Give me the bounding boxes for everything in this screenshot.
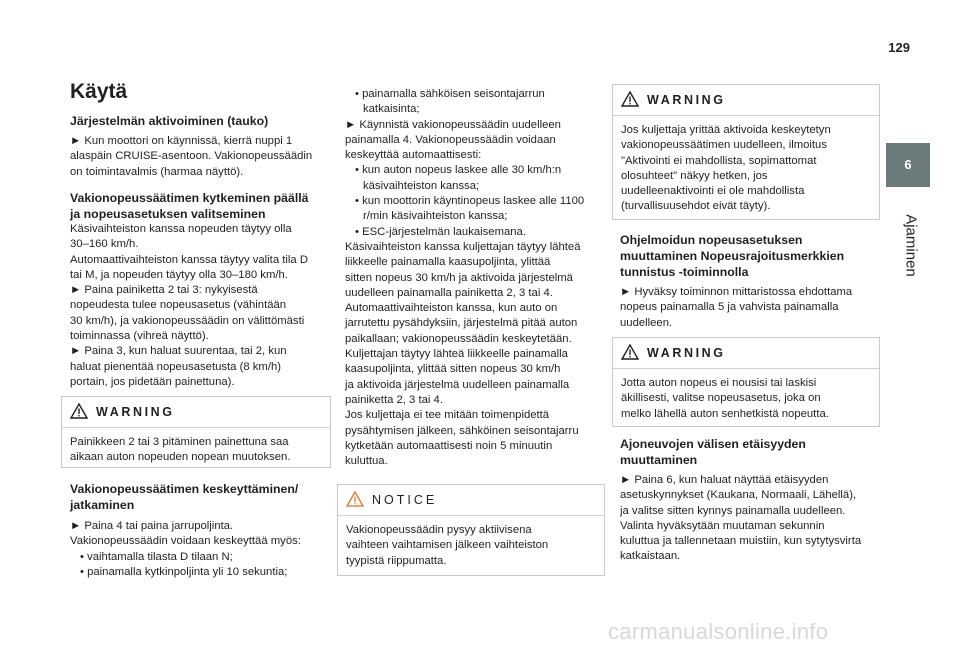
text-line: • kun auton nopeus laskee alle 30 km/h:n <box>355 164 562 177</box>
text-line: kuluttua ja tallennetaan muistiin, kun sytytysvirta <box>620 535 862 548</box>
heading-engage <box>70 190 309 222</box>
text-line: ► Paina 3, kun haluat suurentaa, tai 2, kun <box>70 345 287 358</box>
text-line: • vaihtamalla tilasta D tilaan N; <box>80 550 233 563</box>
text-line: Kuljettajan täytyy lähteä liikkeelle painamalla <box>345 348 568 361</box>
text-line: "Aktivointi ei mahdollista, sopimattomat <box>621 154 817 167</box>
text-line: ► Paina painiketta 2 tai 3: nykyisestä <box>70 284 258 297</box>
warning-title: WARNING <box>647 346 726 360</box>
paragraph-activate <box>70 134 312 180</box>
text-line: ► Paina 4 tai paina jarrupoljinta. <box>70 520 234 532</box>
text-line: Automaattivaihteiston kanssa täytyy valita tila D <box>70 253 308 266</box>
text-line: 30–160 km/h. <box>70 238 139 251</box>
page-title: Käytä <box>70 80 128 103</box>
text-line: keskeyttää automaattisesti: <box>345 149 482 162</box>
text-line: ► Käynnistä vakionopeussäädin uudelleen <box>345 118 561 131</box>
warning-header <box>62 397 330 428</box>
text-line: ► Kun moottori on käynnissä, kierrä nuppi 1 <box>70 135 293 147</box>
text-line: asetuskynnykset (Kaukana, Normaali, Lähellä), <box>620 489 857 502</box>
text-line: paikallaan; vakionopeussäädin keskeytetään. <box>345 332 572 345</box>
heading-line: muuttaminen <box>620 453 698 467</box>
heading-interrupt <box>70 481 298 513</box>
text-line: nopeus painamalla 5 ja vahvista painamalla <box>620 301 839 314</box>
heading-line: jatkaminen <box>70 498 135 512</box>
notice-body <box>338 516 604 576</box>
notice-box <box>337 484 605 576</box>
paragraph-main <box>345 87 584 469</box>
paragraph-distance <box>620 473 861 565</box>
warning-box-2 <box>612 84 880 220</box>
text-line: ja valitse sitten kynnys painamalla uudelleen. <box>620 504 846 517</box>
warning-body <box>613 369 879 429</box>
watermark: carmanualsonline.info <box>608 619 829 644</box>
text-line: 30 km/h), ja vakionopeussäädin on välittömästi <box>70 314 305 327</box>
text-line: ► Hyväksy toiminnon mittaristossa ehdottama <box>620 286 853 298</box>
text-line: Jos kuljettaja yrittää aktivoida keskeytetyn <box>621 124 831 136</box>
text-line: jarrutettu pysähdyksiin, järjestelmä pitää auton <box>345 317 578 330</box>
heading-distance <box>620 436 806 468</box>
chapter-label <box>901 192 921 302</box>
text-line: uudelleenaktivointi ei ole mahdollista <box>621 185 805 198</box>
text-line: tai M, ja nopeuden täytyy olla 30–180 km/h. <box>70 268 288 281</box>
text-line: ja aktivoida järjestelmä uudelleen painamalla <box>345 378 570 391</box>
warning-title: WARNING <box>647 93 726 107</box>
text-line: katkaistaan. <box>620 550 681 563</box>
text-line: Automaattivaihteiston kanssa, kun auto on <box>345 302 558 315</box>
notice-title: NOTICE <box>372 493 438 507</box>
text-line: katkaisinta; <box>363 103 420 116</box>
heading-line: Vakionopeussäätimen keskeyttäminen/ <box>70 482 299 496</box>
text-line: aikaan auton nopeuden nopean muutoksen. <box>70 451 291 464</box>
warning-header <box>613 338 879 369</box>
heading-line: Ajoneuvojen välisen etäisyyden <box>620 437 806 451</box>
warning-header <box>613 85 879 116</box>
text-line: • kun moottorin käyntinopeus laskee alle 1100 <box>355 195 585 208</box>
text-line: liikkeelle painamalla kaasupoljinta, ylittää <box>345 256 551 269</box>
notice-header <box>338 485 604 516</box>
text-line: painiketta 2, 3 tai 4. <box>345 393 443 406</box>
text-line: uudelleen painamalla painiketta 2, 3 tai 4. <box>345 286 553 299</box>
text-line: painamalla 4. Vakionopeussäädin voidaan <box>345 133 556 146</box>
chapter-tab[interactable]: 6 <box>886 143 930 187</box>
heading-line: Ohjelmoidun nopeusasetuksen <box>620 233 803 247</box>
text-line: • painamalla sähköisen seisontajarrun <box>355 88 545 100</box>
text-line: äkillisesti, valitse nopeusasetus, joka on <box>621 392 821 405</box>
text-line: vakionopeussäätimen uudelleen, ilmoitus <box>621 139 827 152</box>
text-line: tyypistä riippumatta. <box>346 554 447 567</box>
warning-triangle-icon <box>621 91 639 107</box>
heading-line: Vakionopeussäätimen kytkeminen päällä <box>70 191 309 205</box>
paragraph-engage <box>70 222 308 390</box>
warning-body <box>62 428 330 473</box>
chapter-label-text: Ajaminen <box>902 214 920 277</box>
text-line: toiminnassa (vihreä näyttö). <box>70 330 209 343</box>
text-line: (turvallisuusehdot eivät täyty). <box>621 200 771 213</box>
heading-activate: Järjestelmän aktivoiminen (tauko) <box>70 114 269 128</box>
text-line: Käsivaihteiston kanssa kuljettajan täytyy lähteä <box>345 240 581 253</box>
text-line: käsivaihteiston kanssa; <box>363 179 480 192</box>
warning-box-1 <box>61 396 331 468</box>
heading-line: muuttaminen Nopeusrajoitusmerkkien <box>620 249 845 263</box>
text-line: Vakionopeussäädin pysyy aktiivisena <box>346 524 532 536</box>
warning-body <box>613 116 879 222</box>
text-line: • ESC-järjestelmän laukaisemana. <box>355 225 526 238</box>
warning-title: WARNING <box>96 405 175 419</box>
text-line: Painikkeen 2 tai 3 pitäminen painettuna saa <box>70 436 289 448</box>
heading-line: tunnistus -toiminnolla <box>620 265 749 279</box>
text-line: Jotta auton nopeus ei nousisi tai laskisi <box>621 377 817 389</box>
text-line: • painamalla kytkinpoljinta yli 10 sekuntia; <box>80 565 288 578</box>
text-line: melko lähellä auton senhetkistä nopeutta. <box>621 407 829 420</box>
text-line: on toimintavalmis (harmaa näyttö). <box>70 165 244 178</box>
text-line: uudelleen. <box>620 316 673 329</box>
paragraph-program <box>620 285 852 331</box>
text-line: Valinta hyväksytään muutaman sekunnin <box>620 519 825 532</box>
text-line: pysähtymisen jälkeen, sähköinen seisontajarru <box>345 424 579 437</box>
text-line: sitten nopeus 30 km/h ja aktivoida järjestelmä <box>345 271 573 284</box>
page-number: 129 <box>888 40 910 55</box>
text-line: haluat pienentää nopeusasetusta (8 km/h) <box>70 360 282 373</box>
text-line: kytketään automaattisesti noin 5 minuutin <box>345 439 553 452</box>
warning-box-3 <box>612 337 880 427</box>
text-line: Käsivaihteiston kanssa nopeuden täytyy olla <box>70 223 292 235</box>
text-line: nopeudesta tulee nopeusasetus (vähintään <box>70 299 287 312</box>
text-line: olosuhteet" näkyy hetken, jos <box>621 169 768 182</box>
text-line: Jos kuljettaja ei tee mitään toimenpidettä <box>345 409 550 422</box>
warning-triangle-icon <box>70 403 88 419</box>
text-line: vaihteen vaihtamisen jälkeen vaihteiston <box>346 539 549 552</box>
notice-triangle-icon <box>346 491 364 507</box>
text-line: ► Paina 6, kun haluat näyttää etäisyyden <box>620 474 829 486</box>
text-line: alaspäin CRUISE-asentoon. Vakionopeussäädin <box>70 150 313 163</box>
paragraph-interrupt <box>70 519 301 580</box>
heading-program <box>620 232 844 280</box>
text-line: portain, jos pidetään painettuna). <box>70 375 235 388</box>
warning-triangle-icon <box>621 344 639 360</box>
text-line: Vakionopeussäädin voidaan keskeyttää myös: <box>70 535 301 548</box>
text-line: kuluttua. <box>345 455 388 468</box>
text-line: r/min käsivaihteiston kanssa; <box>363 210 508 223</box>
text-line: kaasupoljinta, ylittää sitten nopeus 30 km/h <box>345 363 561 376</box>
heading-line: ja nopeusasetuksen valitseminen <box>70 207 266 221</box>
